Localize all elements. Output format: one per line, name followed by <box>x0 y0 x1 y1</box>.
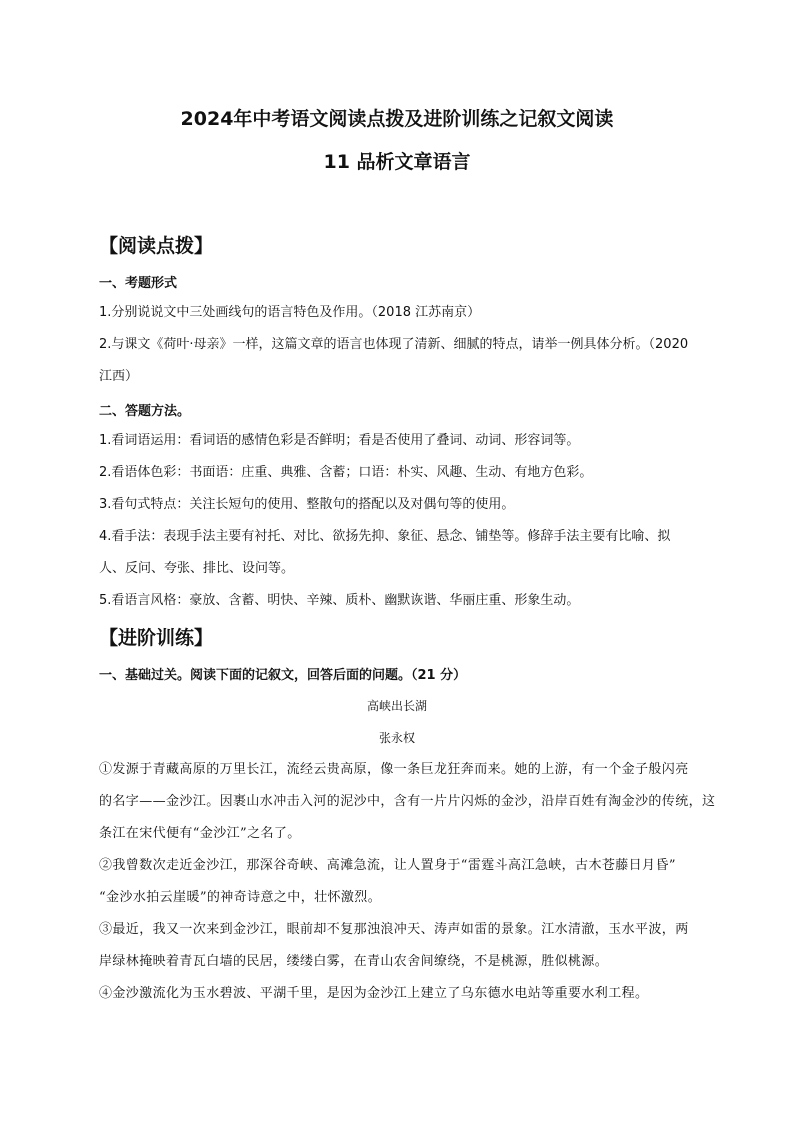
method-4-line-1: 4.看手法：表现手法主要有衬托、对比、欲扬先抑、象征、悬念、铺垫等。修辞手法主要有比喻、拟 <box>99 529 671 544</box>
essay-title: 高峡出长湖 <box>366 699 427 713</box>
essay-paragraph-1-line-3: 条江在宋代便有“金沙江”之名了。 <box>99 826 301 841</box>
method-heading: 二、答题方法。 <box>99 404 191 419</box>
method-2: 2.看语体色彩：书面语：庄重、典雅、含蓄；口语：朴实、风趣、生动、有地方色彩。 <box>99 465 593 480</box>
essay-paragraph-3-line-2: 岸绿林掩映着青瓦白墙的民居，缕缕白雾，在青山农舍间缭绕，不是桃源，胜似桃源。 <box>99 954 609 969</box>
essay-paragraph-2-line-1: ②我曾数次走近金沙江，那深谷奇峡、高滩急流，让人置身于“雷霆斗高江急峡，古木苍藤日月昏” <box>99 858 676 873</box>
method-4-line-2: 人、反问、夸张、排比、设问等。 <box>99 561 295 576</box>
question-example-2-line-2: 江西） <box>99 369 139 384</box>
document-title: 2024年中考语文阅读点拨及进阶训练之记叙文阅读 <box>180 108 614 130</box>
training-task: 一、基础过关。阅读下面的记叙文，回答后面的问题。（21 分） <box>99 668 467 683</box>
document-subtitle: 11 品析文章语言 <box>323 151 471 173</box>
question-example-1: 1.分别说说文中三处画线句的语言特色及作用。（2018 江苏南京） <box>99 305 481 320</box>
method-1: 1.看词语运用：看词语的感情色彩是否鲜明；看是否使用了叠词、动词、形容词等。 <box>99 433 580 448</box>
essay-paragraph-1-line-1: ①发源于青藏高原的万里长江，流经云贵高原，像一条巨龙狂奔而来。她的上游，有一个金子般闪亮 <box>99 762 689 777</box>
essay-paragraph-1-line-2: 的名字——金沙江。因裹山水冲击入河的泥沙中，含有一片片闪烁的金沙，沿岸百姓有淘金沙的传统，这 <box>99 794 716 809</box>
essay-paragraph-3-line-1: ③最近，我又一次来到金沙江，眼前却不复那浊浪冲天、涛声如雷的景象。江水清澈，玉水平波，两 <box>99 922 689 937</box>
essay-paragraph-2-line-2: “金沙水拍云崖暖”的神奇诗意之中，壮怀激烈。 <box>99 890 382 905</box>
method-3: 3.看句式特点：关注长短句的使用、整散句的搭配以及对偶句等的使用。 <box>99 497 515 512</box>
question-example-2-line-1: 2.与课文《荷叶·母亲》一样，这篇文章的语言也体现了清新、细腻的特点，请举一例具体分析。（2020 <box>99 337 689 352</box>
essay-paragraph-4: ④金沙激流化为玉水碧波、平湖千里，是因为金沙江上建立了乌东德水电站等重要水利工程。 <box>99 986 649 1001</box>
question-form-heading: 一、考题形式 <box>99 276 178 291</box>
method-5: 5.看语言风格：豪放、含蓄、明快、辛辣、质朴、幽默诙谐、华丽庄重、形象生动。 <box>99 593 580 608</box>
reading-guide-heading: 【阅读点拨】 <box>99 235 214 257</box>
essay-author: 张永权 <box>378 731 415 745</box>
training-heading: 【进阶训练】 <box>99 627 214 649</box>
